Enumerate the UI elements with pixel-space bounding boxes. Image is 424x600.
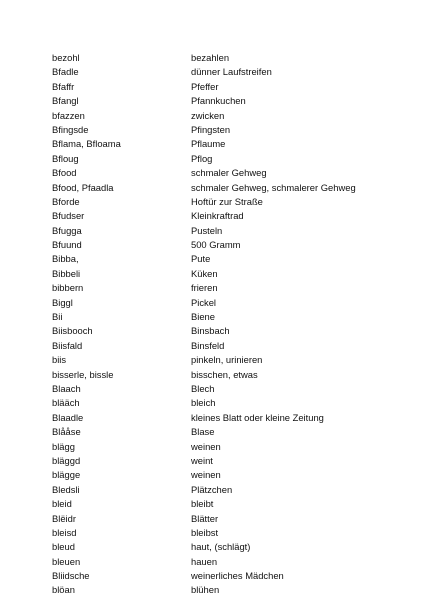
glossary-row xyxy=(52,310,392,324)
dialect-term: Bfuund xyxy=(52,239,82,251)
dialect-term: bleud xyxy=(52,541,75,553)
german-translation: bleibst xyxy=(191,526,219,538)
glossary-row xyxy=(52,396,392,410)
german-translation: haut, (schlägt) xyxy=(191,541,251,553)
german-translation: pinkeln, urinieren xyxy=(191,354,263,366)
german-translation: Pflaume xyxy=(191,138,226,150)
german-translation: schmaler Gehweg xyxy=(191,167,267,179)
dialect-term: Biisbooch xyxy=(52,325,93,337)
dialect-term: bleuen xyxy=(52,555,81,567)
german-translation: blühen xyxy=(191,584,220,596)
dialect-term: bleid xyxy=(52,498,72,510)
german-translation: Hoftür zur Straße xyxy=(191,195,263,207)
german-translation: hauen xyxy=(191,555,218,567)
dialect-term: Bfugga xyxy=(52,224,82,236)
dialect-term: Bfudser xyxy=(52,210,85,222)
glossary-row xyxy=(52,411,392,425)
dialect-term: bezohl xyxy=(52,52,80,63)
glossary-row xyxy=(52,181,392,195)
german-translation: bleibt xyxy=(191,498,214,510)
glossary-row xyxy=(52,80,392,94)
glossary-row xyxy=(52,166,392,180)
dialect-term: bibbern xyxy=(52,282,84,294)
glossary-row xyxy=(52,382,392,396)
glossary-row xyxy=(52,209,392,223)
german-translation: weinerliches Mädchen xyxy=(191,570,284,582)
dialect-term: Bledsli xyxy=(52,483,80,495)
german-translation: Pute xyxy=(191,253,211,265)
dialect-term: Bfingsde xyxy=(52,123,89,135)
german-translation: 500 Gramm xyxy=(191,239,241,251)
dialect-term: bleisd xyxy=(52,526,77,538)
german-translation: Kleinkraftrad xyxy=(191,210,244,222)
german-translation: Pfannkuchen xyxy=(191,95,246,107)
german-translation: Binsbach xyxy=(191,325,230,337)
dialect-term: Bibba, xyxy=(52,253,79,265)
german-translation: Blase xyxy=(191,426,215,438)
dialect-term: Bforde xyxy=(52,195,80,207)
german-translation: Küken xyxy=(191,267,218,279)
german-translation: kleines Blatt oder kleine Zeitung xyxy=(191,411,324,423)
dialect-term: Biisfald xyxy=(52,339,83,351)
german-translation: Pusteln xyxy=(191,224,223,236)
dialect-term: Bliidsche xyxy=(52,570,90,582)
dialect-term: blöan xyxy=(52,584,75,596)
glossary-row xyxy=(52,152,392,166)
glossary-row xyxy=(52,267,392,281)
glossary-list xyxy=(52,51,392,598)
glossary-row xyxy=(52,512,392,526)
german-translation: weinen xyxy=(191,469,221,481)
glossary-row xyxy=(52,468,392,482)
german-translation: zwicken xyxy=(191,109,225,121)
dialect-term: bläggd xyxy=(52,454,81,466)
glossary-row xyxy=(52,238,392,252)
glossary-row xyxy=(52,425,392,439)
german-translation: Pfingsten xyxy=(191,123,231,135)
glossary-row xyxy=(52,540,392,554)
glossary-row xyxy=(52,123,392,137)
german-translation: Binsfeld xyxy=(191,339,225,351)
glossary-row xyxy=(52,296,392,310)
dialect-term: bfazzen xyxy=(52,109,85,121)
glossary-row xyxy=(52,497,392,511)
dialect-term: Bfloug xyxy=(52,152,79,164)
glossary-row xyxy=(52,195,392,209)
dialect-term: Bibbeli xyxy=(52,267,81,279)
glossary-row xyxy=(52,339,392,353)
dialect-term: Bfood, Pfaadla xyxy=(52,181,114,193)
dialect-term: Blaadle xyxy=(52,411,84,423)
dialect-term: Bflama, Bfloama xyxy=(52,138,121,150)
glossary-row xyxy=(52,583,392,597)
german-translation: bisschen, etwas xyxy=(191,368,258,380)
dialect-term: Bfood xyxy=(52,167,77,179)
glossary-row xyxy=(52,353,392,367)
glossary-row xyxy=(52,281,392,295)
glossary-row xyxy=(52,109,392,123)
dialect-term: Blaach xyxy=(52,382,81,394)
dialect-term: bisserle, bissle xyxy=(52,368,114,380)
glossary-row xyxy=(52,526,392,540)
dialect-term: blägge xyxy=(52,469,81,481)
dialect-term: Bfaffr xyxy=(52,80,75,92)
german-translation: Pickel xyxy=(191,296,217,308)
german-translation: bleich xyxy=(191,397,216,409)
dialect-term: Bfangl xyxy=(52,95,79,107)
dialect-term: Blëidr xyxy=(52,512,76,524)
glossary-row xyxy=(52,454,392,468)
glossary-row xyxy=(52,324,392,338)
glossary-row xyxy=(52,440,392,454)
german-translation: Pfeffer xyxy=(191,80,219,92)
glossary-row xyxy=(52,483,392,497)
german-translation: bezahlen xyxy=(191,52,230,63)
dialect-term: blägg xyxy=(52,440,75,452)
german-translation: Plätzchen xyxy=(191,483,233,495)
german-translation: Biene xyxy=(191,311,215,323)
glossary-row xyxy=(52,224,392,238)
dialect-term: Blååse xyxy=(52,426,81,438)
german-translation: Blätter xyxy=(191,512,219,524)
glossary-row xyxy=(52,65,392,79)
dialect-term: Biggl xyxy=(52,296,73,308)
german-translation: Pflog xyxy=(191,152,213,164)
dialect-term: Bii xyxy=(52,311,63,323)
glossary-row xyxy=(52,368,392,382)
glossary-row xyxy=(52,94,392,108)
glossary-row xyxy=(52,252,392,266)
german-translation: weinen xyxy=(191,440,221,452)
german-translation: Blech xyxy=(191,382,215,394)
dialect-term: blääch xyxy=(52,397,80,409)
german-translation: dünner Laufstreifen xyxy=(191,66,272,78)
glossary-row xyxy=(52,137,392,151)
german-translation: schmaler Gehweg, schmalerer Gehweg xyxy=(191,181,356,193)
dialect-term: Bfadle xyxy=(52,66,79,78)
german-translation: frieren xyxy=(191,282,218,294)
dialect-term: biis xyxy=(52,354,67,366)
glossary-row xyxy=(52,51,392,65)
glossary-row xyxy=(52,555,392,569)
german-translation: weint xyxy=(191,454,213,466)
glossary-row xyxy=(52,569,392,583)
